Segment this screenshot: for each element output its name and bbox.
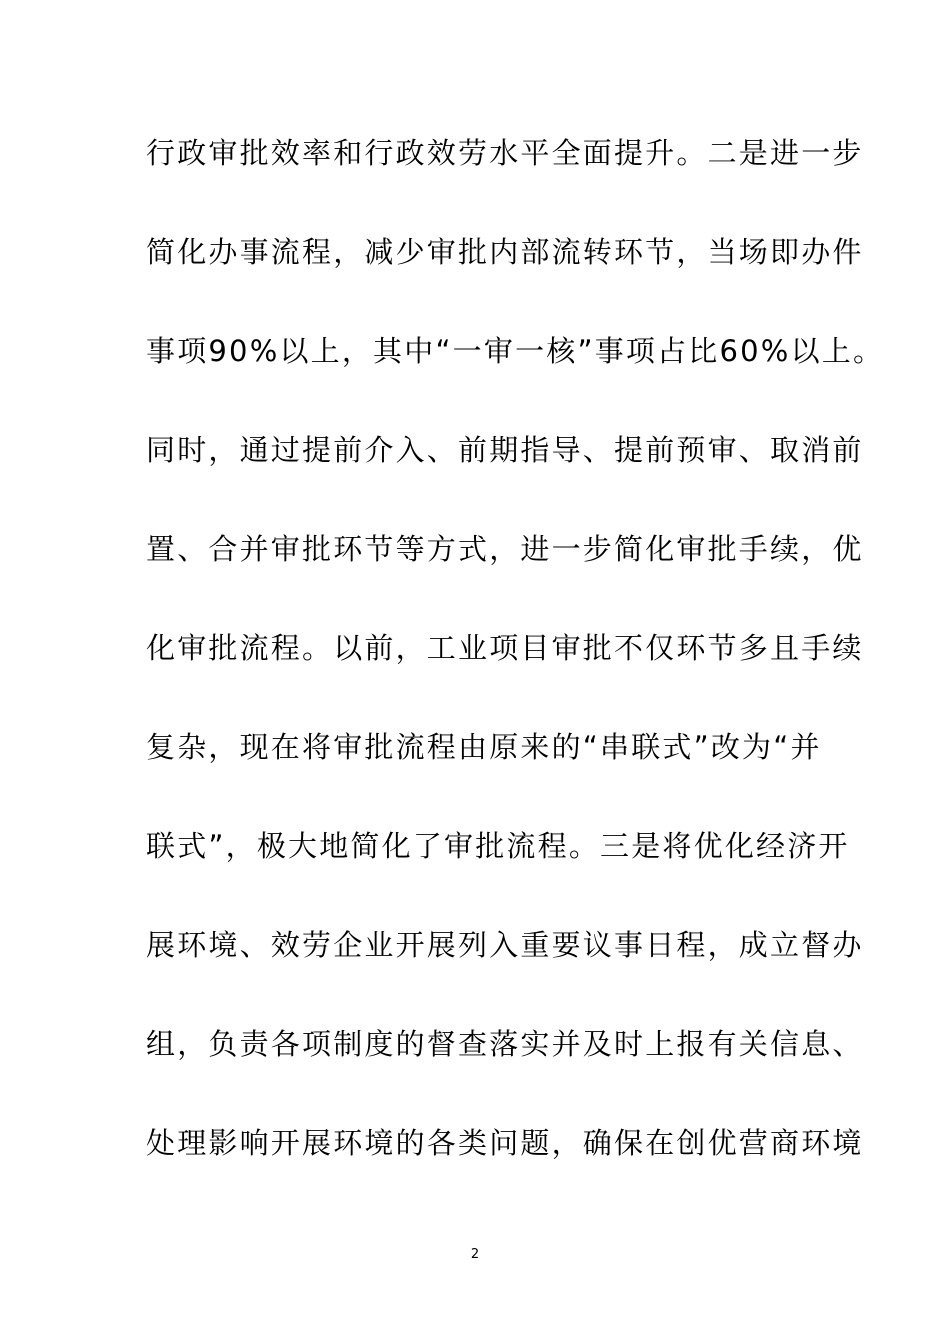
text-line: 事项90%以上，其中“一审一核”事项占比60%以上。 — [146, 334, 885, 368]
text-line: 同时，通过提前介入、前期指导、提前预审、取消前 — [146, 433, 864, 467]
page-number: 2 — [470, 1247, 480, 1262]
text-line: 处理影响开展环境的各类问题，确保在创优营商环境 — [146, 1126, 864, 1160]
text-line: 复杂，现在将审批流程由原来的“串联式”改为“并 — [146, 730, 822, 764]
text-line: 置、合并审批环节等方式，进一步简化审批手续，优 — [146, 532, 864, 566]
body-paragraph — [146, 126, 885, 1215]
text-line: 展环境、效劳企业开展列入重要议事日程，成立督办 — [146, 928, 864, 962]
text-line: 行政审批效率和行政效劳水平全面提升。二是进一步 — [146, 136, 864, 170]
text-line: 简化办事流程，减少审批内部流转环节，当场即办件 — [146, 235, 864, 269]
text-line: 化审批流程。以前，工业项目审批不仅环节多且手续 — [146, 631, 864, 665]
text-line: 联式”，极大地简化了审批流程。三是将优化经济开 — [146, 829, 850, 863]
text-line: 组，负责各项制度的督查落实并及时上报有关信息、 — [146, 1027, 864, 1061]
